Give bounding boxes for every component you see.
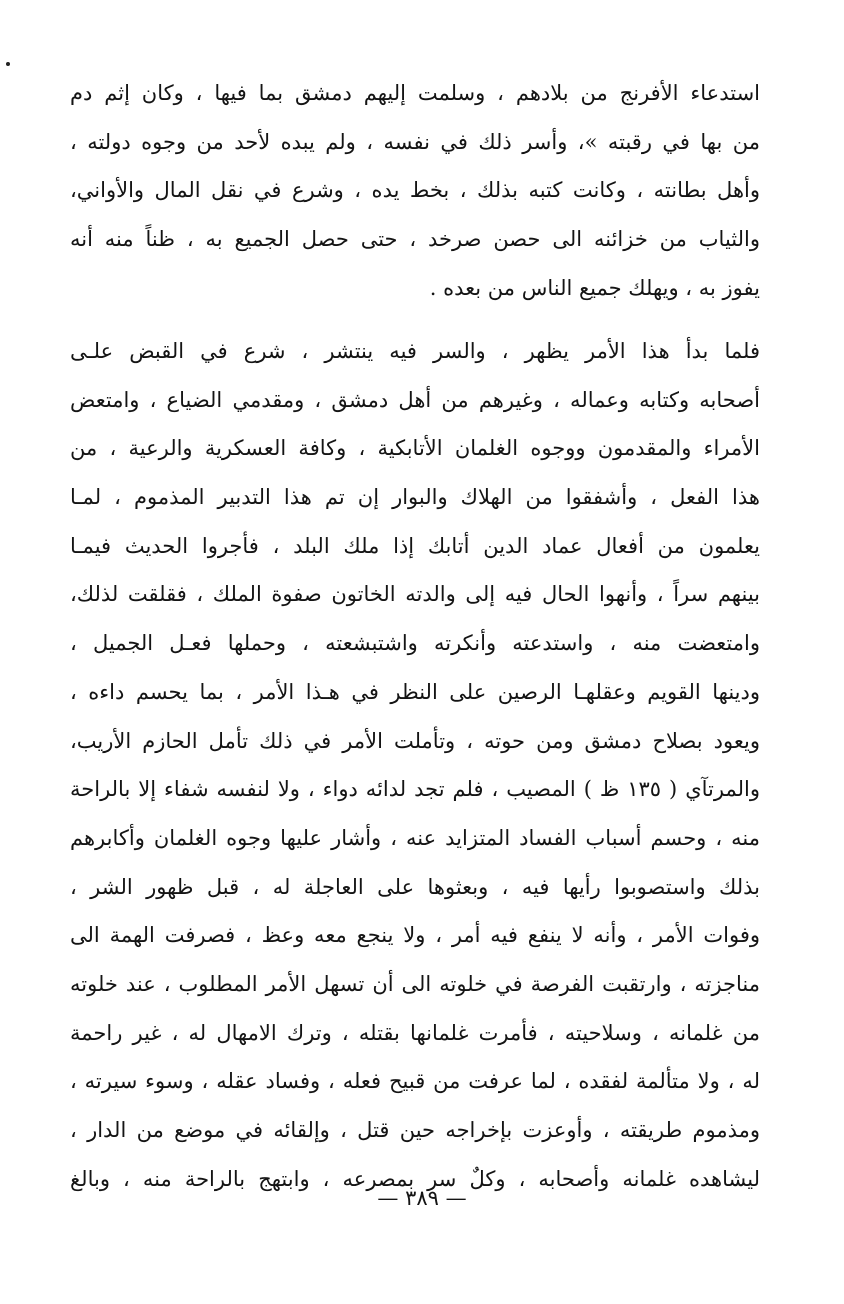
text-line: وفوات الأمر ، وأنه لا ينفع فيه أمر ، ولا ينجع معه وعظ ، فصرفت الهمة الى (70, 923, 760, 948)
text-line: ودينها القويم وعقلهـا الرصين على النظر في هـذا الأمر ، بما يحسم داءه ، (70, 679, 760, 704)
text-line: ومذموم طريقته ، وأوعزت بإخراجه حين قتل ، وإلقائه في موضع من الدار ، (70, 1118, 760, 1142)
text-line: الأمراء والمقدمون ووجوه الغلمان الأتابكية ، وكافة العسكرية والرعية ، من (70, 436, 760, 461)
page-number: — ٣٨٩ — (377, 1186, 467, 1210)
text-line: وأهل بطانته ، وكانت كتبه بذلك ، بخط يده ، وشرع في نقل المال والأواني، (70, 178, 760, 203)
text-line: يعلمون من أفعال عماد الدين أتابك إذا ملك البلد ، فأجروا الحديث فيمـا (70, 533, 760, 558)
text-line: بذلك واستصوبوا رأيها فيه ، وبعثوها على العاجلة له ، قبل ظهور الشر ، (70, 874, 760, 899)
text-line: من بها في رقبته »، وأسر ذلك في نفسه ، ولم يبده لأحد من وجوه دولته ، (70, 129, 760, 154)
text-line: استدعاء الأفرنج من بلادهم ، وسلمت إليهم دمشق بما فيها ، وكان إثم دم (70, 81, 760, 105)
text-line: والمرتآي ( ١٣٥ ظ ) المصيب ، فلم تجد لدائه دواء ، ولا لنفسه شفاء إلا بالراحة (70, 777, 760, 802)
text-line: بينهم سراً ، وأنهوا الحال فيه إلى والدته الخاتون صفوة الملك ، فقلقت لذلك، (70, 582, 760, 607)
text-line: هذا الفعل ، وأشفقوا من الهلاك والبوار إن تم هذا التدبير المذموم ، لمـا (70, 485, 760, 510)
text-line: مناجزته ، وارتقبت الفرصة في خلوته الى أن تسهل الأمر المطلوب ، عند خلوته (70, 971, 760, 996)
text-line: فلما بدأ هذا الأمر يظهر ، والسر فيه ينتشر ، شرع في القبض علـى (70, 339, 760, 363)
text-line: أصحابه وكتابه وعماله ، وغيرهم من أهل دمشق ، ومقدمي الضياع ، وامتعض (70, 387, 760, 412)
text-line: يفوز به ، ويهلك جميع الناس من بعده . (429, 275, 760, 300)
text-line: وامتعضت منه ، واستدعته وأنكرته واشتبشعته ، وحملها فعـل الجميل ، (70, 631, 760, 656)
paragraph-1 (70, 74, 760, 317)
text-line: ويعود بصلاح دمشق ومن حوته ، وتأملت الأمر في ذلك تأمل الحازم الأريب، (70, 728, 760, 753)
text-line: له ، ولا متألمة لفقده ، لما عرفت من قبيح فعله ، وفساد عقله ، وسوء سيرته ، (70, 1069, 760, 1094)
text-line: ليشاهده غلمانه وأصحابه ، وكلٌ سر بمصرعه ، وابتهج بالراحة منه ، وبالغ (70, 1166, 760, 1191)
paragraph-2 (70, 332, 760, 1208)
text-line: منه ، وحسم أسباب الفساد المتزايد عنه ، وأشار عليها وجوه الغلمان وأكابرهم (70, 825, 760, 850)
text-line: من غلمانه ، وسلاحيته ، فأمرت غلمانها بقتله ، وترك الامهال له ، غير راحمة (70, 1020, 760, 1045)
text-line: والثياب من خزائنه الى حصن صرخد ، حتى حصل الجميع به ، ظناً منه أنه (70, 227, 760, 252)
page-speck (6, 62, 10, 66)
